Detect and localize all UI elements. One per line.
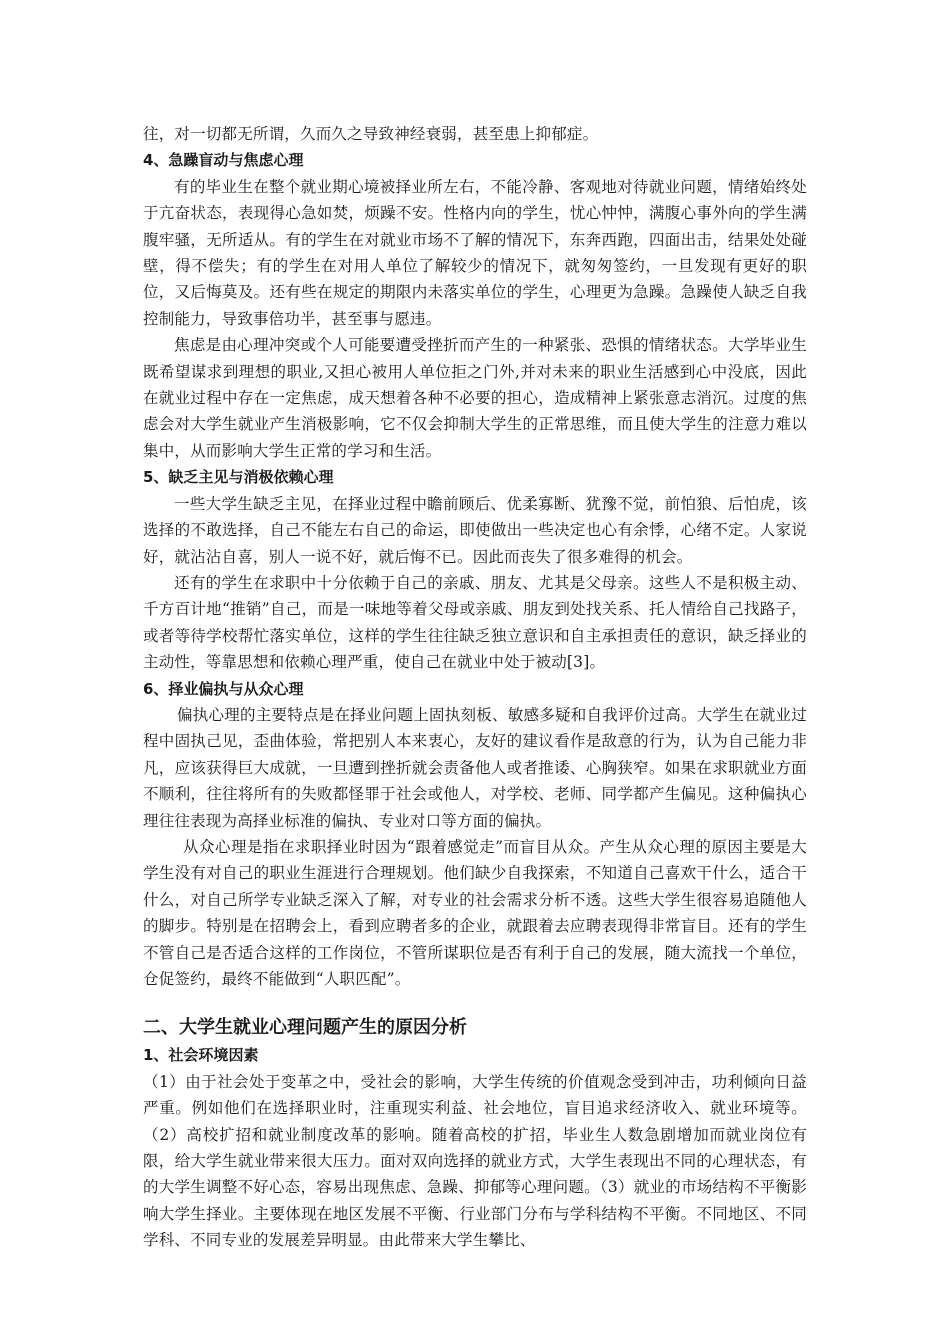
paragraph: 一些大学生缺乏主见，在择业过程中瞻前顾后、优柔寡断、犹豫不觉，前怕狼、后怕虎，该选择的不敢选择，自己不能左右自己的命运，即使做出一些决定也心有余悸，心绪不定。人家说好，就沾沾自喜，别人一说不好，就后悔不已。因此而丧失了很多难得的机会。 [143,494,807,566]
paragraph: 还有的学生在求职中十分依赖于自己的亲戚、朋友、尤其是父母亲。这些人不是积极主动、千方百计地“推销”自己，而是一味地等着父母或亲戚、朋友到处找关系、托人情给自己找路子，或者等待学校帮忙落实单位，这样的学生往往缺乏独立意识和自主承担责任的意识，缺乏择业的主动性，等靠思想和依赖心理严重，使自己在就业中处于被动[3]。 [143,573,807,672]
paragraph-continued: 往，对一切都无所谓，久而久之导致神经衰弱，甚至患上抑郁症。 [143,125,599,143]
paragraph: 焦虑是由心理冲突或个人可能要遭受挫折而产生的一种紧张、恐惧的情绪状态。大学毕业生既希望谋求到理想的职业,又担心被用人单位拒之门外,并对未来的职业生活感到心中没底，因此在就业过程中存在一定焦虑，成天想着各种不必要的担心，造成精神上紧张意志消沉。过度的焦虑会对大学生就业产生消极影响，它不仅会抑制大学生的正常思维，而且使大学生的注意力难以集中，从而影响大学生正常的学习和生活。 [143,336,807,460]
paragraph: 偏执心理的主要特点是在择业问题上固执刻板、敏感多疑和自我评价过高。大学生在就业过程中固执己见，歪曲体验，常把别人本来衷心，友好的建议看作是敌意的行为，认为自己能力非凡，应该获得巨大成就，一旦遭到挫折就会责备他人或者推诿、心胸狭窄。如果在求职就业方面不顺利，往往将所有的失败都怪罪于社会或他人，对学校、老师、同学都产生偏见。这种偏执心理往往表现为高择业标准的偏执、专业对口等方面的偏执。 [143,705,807,830]
document-page [143,121,807,1254]
paragraph: 有的毕业生在整个就业期心境被择业所左右，不能冷静、客观地对待就业问题，情绪始终处于亢奋状态，表现得心急如焚，烦躁不安。性格内向的学生，忧心忡忡，满腹心事外向的学生满腹牢骚，无所适从。有的学生在对就业市场不了解的情况下，东奔西跑，四面出击，结果处处碰壁，得不偿失；有的学生在对用人单位了解较少的情况下，就匆匆签约，一旦发现有更好的职位，又后悔莫及。还有些在规定的期限内未落实单位的学生，心理更为急躁。急躁使人缺乏自我控制能力，导致事倍功半，甚至事与愿违。 [143,177,807,328]
section-heading-5: 5、缺乏主见与消极依赖心理 [143,468,334,487]
section-heading-1: 1、社会环境因素 [143,1046,259,1065]
section-heading-4: 4、急躁盲动与焦虑心理 [143,151,304,170]
paragraph: 从众心理是指在求职择业时因为“跟着感觉走”而盲目从众。产生从众心理的原因主要是大学生没有对自己的职业生涯进行合理规划。他们缺少自我探索，不知道自己喜欢干什么，适合干什么，对自己所学专业缺乏深入了解，对专业的社会需求分析不透。这些大学生很容易追随他人的脚步。特别是在招聘会上，看到应聘者多的企业，就跟着去应聘表现得非常盲目。还有的学生不管自己是否适合这样的工作岗位，不管所谋职位是否有利于自己的发展，随大流找一个单位，仓促签约，最终不能做到“人职匹配”。 [143,837,807,988]
section-heading-6: 6、择业偏执与从众心理 [143,679,304,698]
paragraph: （1）由于社会处于变革之中，受社会的影响，大学生传统的价值观念受到冲击，功利倾向日益严重。例如他们在选择职业时，注重现实利益、社会地位，盲目追求经济收入、就业环境等。（2）高校扩招和就业制度改革的影响。随着高校的扩招，毕业生人数急剧增加而就业岗位有限，给大学生就业带来很大压力。面对双向选择的就业方式，大学生表现出不同的心理状态，有的大学生调整不好心态，容易出现焦虑、急躁、抑郁等心理问题。（3）就业的市场结构不平衡影响大学生择业。主要体现在地区发展不平衡、行业部门分布与学科结构不平衡。不同地区、不同学科、不同专业的发展差异明显。由此带来大学生攀比、 [143,1072,807,1250]
chapter-heading: 二、大学生就业心理问题产生的原因分析 [143,1017,467,1039]
